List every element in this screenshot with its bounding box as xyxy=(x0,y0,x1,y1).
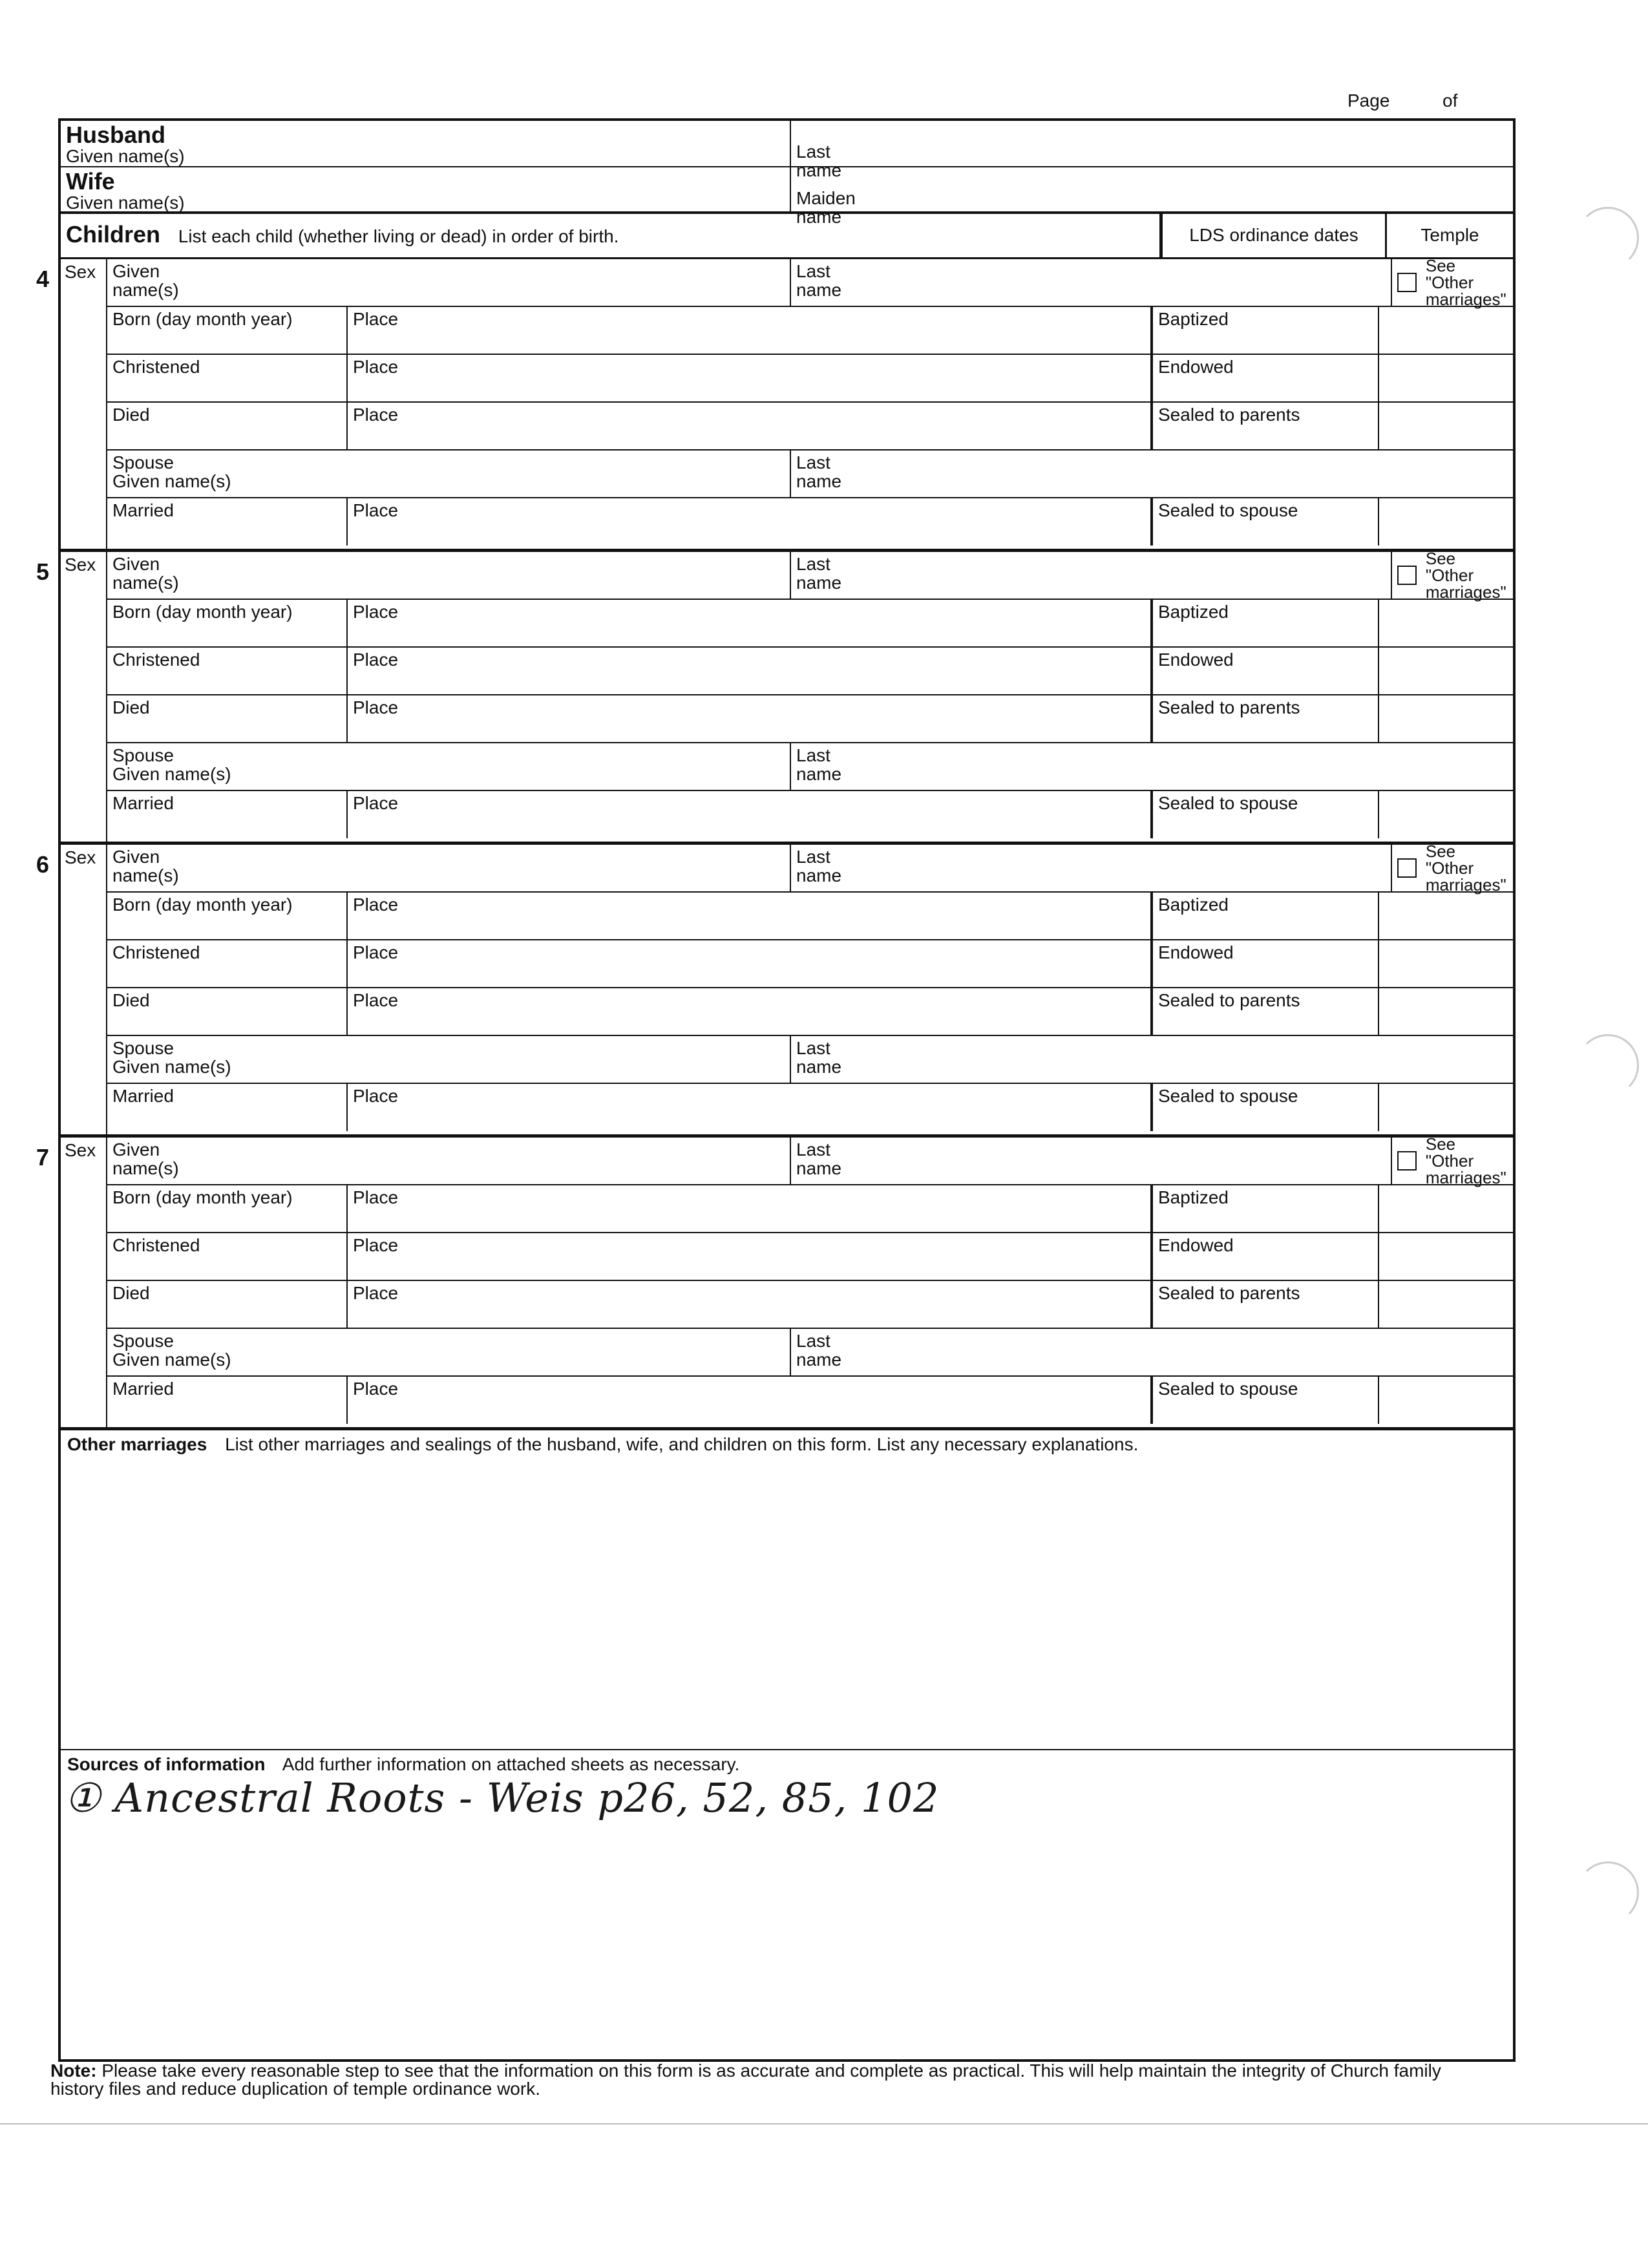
child-married-row xyxy=(107,498,1513,546)
husband-row xyxy=(61,121,1513,180)
child-number: 5 xyxy=(36,558,50,585)
page-bottom-rule xyxy=(0,2123,1648,2125)
child-married-field[interactable]: Married xyxy=(107,1377,348,1424)
other-marriages-title: Other marriages xyxy=(67,1434,207,1454)
child-given-field[interactable]: Given name(s) xyxy=(107,259,791,306)
child-spouse-row xyxy=(107,1036,1513,1084)
binder-hole xyxy=(1577,1034,1639,1096)
child-sex-field[interactable]: Sex xyxy=(61,552,107,842)
child-christened-field[interactable]: Christened xyxy=(107,355,348,401)
child-endowed-temple-field[interactable] xyxy=(1379,940,1513,987)
child-born-row xyxy=(107,600,1513,648)
children-list xyxy=(36,256,1513,1430)
child-spouse-given-field[interactable]: Spouse Given name(s) xyxy=(107,450,791,497)
child-sealed-parents-field[interactable]: Sealed to parents xyxy=(1153,403,1379,449)
see-other-marriages-checkbox[interactable] xyxy=(1392,549,1513,602)
child-baptized-temple-field[interactable] xyxy=(1379,600,1513,646)
child-born-row xyxy=(107,1185,1513,1233)
child-sealed-parents-field[interactable]: Sealed to parents xyxy=(1153,695,1379,742)
wife-title: Wife xyxy=(66,168,115,195)
child-sealed-spouse-field[interactable]: Sealed to spouse xyxy=(1153,1084,1379,1131)
checkbox-icon[interactable] xyxy=(1397,1151,1417,1171)
child-born-place-field[interactable]: Place xyxy=(348,1185,1153,1232)
child-sealed-spouse-temple-field[interactable] xyxy=(1379,1377,1513,1424)
child-died-field[interactable]: Died xyxy=(107,403,348,449)
child-sealed-spouse-field[interactable]: Sealed to spouse xyxy=(1153,1377,1379,1424)
husband-last-label: Last name xyxy=(796,142,842,180)
child-christened-place-field[interactable]: Place xyxy=(348,940,1153,987)
child-endowed-temple-field[interactable] xyxy=(1379,1233,1513,1280)
children-instruction: List each child (whether living or dead) in order of birth. xyxy=(178,226,619,246)
child-sealed-parents-temple-field[interactable] xyxy=(1379,695,1513,742)
child-name-row xyxy=(107,842,1513,895)
child-born-row xyxy=(107,893,1513,940)
checkbox-icon[interactable] xyxy=(1397,566,1417,585)
husband-last-field[interactable] xyxy=(791,121,1513,180)
child-spouse-last-field[interactable]: Last name xyxy=(796,745,842,784)
child-christened-place-field[interactable]: Place xyxy=(348,355,1153,401)
child-name-row xyxy=(107,256,1513,309)
child-last-field[interactable]: Last name xyxy=(791,259,1392,306)
child-spouse-given-field[interactable]: Spouse Given name(s) xyxy=(107,1329,791,1375)
child-endowed-field[interactable]: Endowed xyxy=(1153,940,1379,987)
handwritten-source-entry: ① Ancestral Roots - Weis p26, 52, 85, 102 xyxy=(65,1774,940,1821)
child-block xyxy=(36,842,1513,1138)
child-sex-field[interactable]: Sex xyxy=(61,1138,107,1427)
child-born-field[interactable]: Born (day month year) xyxy=(107,600,348,646)
child-spouse-row xyxy=(107,743,1513,791)
child-sealed-parents-field[interactable]: Sealed to parents xyxy=(1153,1281,1379,1328)
child-number: 4 xyxy=(36,266,50,292)
child-died-place-field[interactable]: Place xyxy=(348,403,1153,449)
husband-given-field[interactable] xyxy=(61,121,791,166)
child-married-field[interactable]: Married xyxy=(107,791,348,838)
child-fields xyxy=(107,1134,1513,1427)
child-sealed-parents-field[interactable]: Sealed to parents xyxy=(1153,988,1379,1035)
child-baptized-field[interactable]: Baptized xyxy=(1153,307,1379,354)
child-sex-field[interactable]: Sex xyxy=(61,845,107,1134)
see-other-label: See "Other marriages" xyxy=(1425,256,1506,309)
child-fields xyxy=(107,842,1513,1134)
child-endowed-temple-field[interactable] xyxy=(1379,355,1513,401)
child-number: 6 xyxy=(36,851,50,878)
other-marriages-instruction: List other marriages and sealings of the husband, wife, and children on this form. List any necessary explanations. xyxy=(225,1434,1139,1454)
see-other-marriages-checkbox[interactable] xyxy=(1392,842,1513,895)
husband-title: Husband xyxy=(66,122,166,148)
child-born-row xyxy=(107,307,1513,355)
child-died-field[interactable]: Died xyxy=(107,988,348,1035)
other-marriages-section[interactable] xyxy=(61,1430,1513,1750)
child-married-row xyxy=(107,1084,1513,1131)
checkbox-icon[interactable] xyxy=(1397,273,1417,292)
child-endowed-temple-field[interactable] xyxy=(1379,648,1513,694)
child-married-place-field[interactable]: Place xyxy=(348,791,1153,838)
child-spouse-given-field[interactable]: Spouse Given name(s) xyxy=(107,743,791,790)
child-endowed-field[interactable]: Endowed xyxy=(1153,648,1379,694)
wife-row xyxy=(61,167,1513,227)
child-endowed-field[interactable]: Endowed xyxy=(1153,355,1379,401)
child-name-row xyxy=(107,549,1513,602)
child-fields xyxy=(107,256,1513,549)
child-married-field[interactable]: Married xyxy=(107,498,348,546)
child-married-place-field[interactable]: Place xyxy=(348,498,1153,546)
child-given-field[interactable]: Given name(s) xyxy=(107,845,791,891)
child-given-field[interactable]: Given name(s) xyxy=(107,1138,791,1184)
child-sealed-spouse-temple-field[interactable] xyxy=(1379,791,1513,838)
child-last-field[interactable]: Last name xyxy=(791,1138,1392,1184)
family-group-record-form xyxy=(36,118,1516,2062)
child-died-place-field[interactable]: Place xyxy=(348,988,1153,1035)
child-baptized-temple-field[interactable] xyxy=(1379,307,1513,354)
child-born-field[interactable]: Born (day month year) xyxy=(107,307,348,354)
child-spouse-given-field[interactable]: Spouse Given name(s) xyxy=(107,1036,791,1083)
child-christened-place-field[interactable]: Place xyxy=(348,1233,1153,1280)
child-christened-field[interactable]: Christened xyxy=(107,648,348,694)
child-christened-place-field[interactable]: Place xyxy=(348,648,1153,694)
child-number: 7 xyxy=(36,1144,50,1171)
child-married-place-field[interactable]: Place xyxy=(348,1377,1153,1424)
child-christened-row xyxy=(107,648,1513,695)
child-baptized-temple-field[interactable] xyxy=(1379,1185,1513,1232)
child-sealed-parents-temple-field[interactable] xyxy=(1379,1281,1513,1328)
see-other-label: See "Other marriages" xyxy=(1425,1134,1506,1187)
see-other-label: See "Other marriages" xyxy=(1425,549,1506,602)
wife-given-label: Given name(s) xyxy=(66,193,185,213)
child-married-row xyxy=(107,791,1513,838)
child-sex-field[interactable]: Sex xyxy=(61,259,107,549)
child-last-field[interactable]: Last name xyxy=(791,845,1392,891)
sources-instruction: Add further information on attached sheets as necessary. xyxy=(282,1754,740,1774)
child-baptized-field[interactable]: Baptized xyxy=(1153,1185,1379,1232)
see-other-marriages-checkbox[interactable] xyxy=(1392,1134,1513,1187)
wife-maiden-label: Maiden name xyxy=(796,188,856,227)
child-died-row xyxy=(107,403,1513,450)
page-of-label: of xyxy=(1442,90,1458,111)
child-married-place-field[interactable]: Place xyxy=(348,1084,1153,1131)
form-note xyxy=(50,2062,1472,2098)
wife-given-field[interactable] xyxy=(61,167,791,211)
child-sealed-parents-temple-field[interactable] xyxy=(1379,988,1513,1035)
child-died-row xyxy=(107,695,1513,743)
child-name-row xyxy=(107,1134,1513,1187)
children-header xyxy=(61,214,1513,259)
binder-hole xyxy=(1577,207,1639,269)
checkbox-icon[interactable] xyxy=(1397,858,1417,878)
child-baptized-temple-field[interactable] xyxy=(1379,893,1513,939)
child-fields xyxy=(107,549,1513,842)
child-died-row xyxy=(107,988,1513,1036)
child-died-place-field[interactable]: Place xyxy=(348,1281,1153,1328)
child-born-place-field[interactable]: Place xyxy=(348,893,1153,939)
lds-dates-header: LDS ordinance dates xyxy=(1161,214,1387,257)
child-died-row xyxy=(107,1281,1513,1329)
child-last-field[interactable]: Last name xyxy=(791,552,1392,599)
child-christened-row xyxy=(107,1233,1513,1281)
child-block xyxy=(36,1134,1513,1430)
child-block xyxy=(36,256,1513,552)
child-spouse-last-field[interactable]: Last name xyxy=(796,1331,842,1370)
husband-given-label: Given name(s) xyxy=(66,146,185,166)
child-spouse-last-field[interactable]: Last name xyxy=(796,1038,842,1077)
see-other-label: See "Other marriages" xyxy=(1425,842,1506,895)
child-baptized-field[interactable]: Baptized xyxy=(1153,893,1379,939)
child-born-place-field[interactable]: Place xyxy=(348,600,1153,646)
child-sealed-spouse-field[interactable]: Sealed to spouse xyxy=(1153,791,1379,838)
page-number-label: Page xyxy=(1347,90,1390,111)
sources-title: Sources of information xyxy=(67,1754,266,1774)
child-sealed-spouse-temple-field[interactable] xyxy=(1379,1084,1513,1131)
see-other-marriages-checkbox[interactable] xyxy=(1392,256,1513,309)
child-spouse-row xyxy=(107,450,1513,498)
child-sealed-parents-temple-field[interactable] xyxy=(1379,403,1513,449)
child-block xyxy=(36,549,1513,845)
child-spouse-row xyxy=(107,1329,1513,1377)
child-christened-row xyxy=(107,355,1513,403)
child-married-row xyxy=(107,1377,1513,1424)
child-married-field[interactable]: Married xyxy=(107,1084,348,1131)
children-title: Children xyxy=(66,221,161,248)
child-died-field[interactable]: Died xyxy=(107,1281,348,1328)
child-christened-field[interactable]: Christened xyxy=(107,940,348,987)
child-sealed-spouse-temple-field[interactable] xyxy=(1379,498,1513,546)
child-christened-field[interactable]: Christened xyxy=(107,1233,348,1280)
child-given-field[interactable]: Given name(s) xyxy=(107,552,791,599)
note-label: Note: xyxy=(50,2061,97,2081)
child-died-field[interactable]: Died xyxy=(107,695,348,742)
binder-hole xyxy=(1577,1861,1639,1924)
child-endowed-field[interactable]: Endowed xyxy=(1153,1233,1379,1280)
children-header-title-cell xyxy=(61,214,1161,257)
child-sealed-spouse-field[interactable]: Sealed to spouse xyxy=(1153,498,1379,546)
child-born-place-field[interactable]: Place xyxy=(348,307,1153,354)
child-spouse-last-field[interactable]: Last name xyxy=(796,452,842,491)
note-text: Please take every reasonable step to see that the information on this form is as accurate and complete as practical. This will help maintain the integrity of Church family history files and reduce duplication of temple ordinance work. xyxy=(50,2061,1441,2099)
child-baptized-field[interactable]: Baptized xyxy=(1153,600,1379,646)
wife-maiden-field[interactable] xyxy=(791,167,1513,227)
child-born-field[interactable]: Born (day month year) xyxy=(107,1185,348,1232)
child-died-place-field[interactable]: Place xyxy=(348,695,1153,742)
child-christened-row xyxy=(107,940,1513,988)
child-born-field[interactable]: Born (day month year) xyxy=(107,893,348,939)
temple-header: Temple xyxy=(1421,225,1479,245)
